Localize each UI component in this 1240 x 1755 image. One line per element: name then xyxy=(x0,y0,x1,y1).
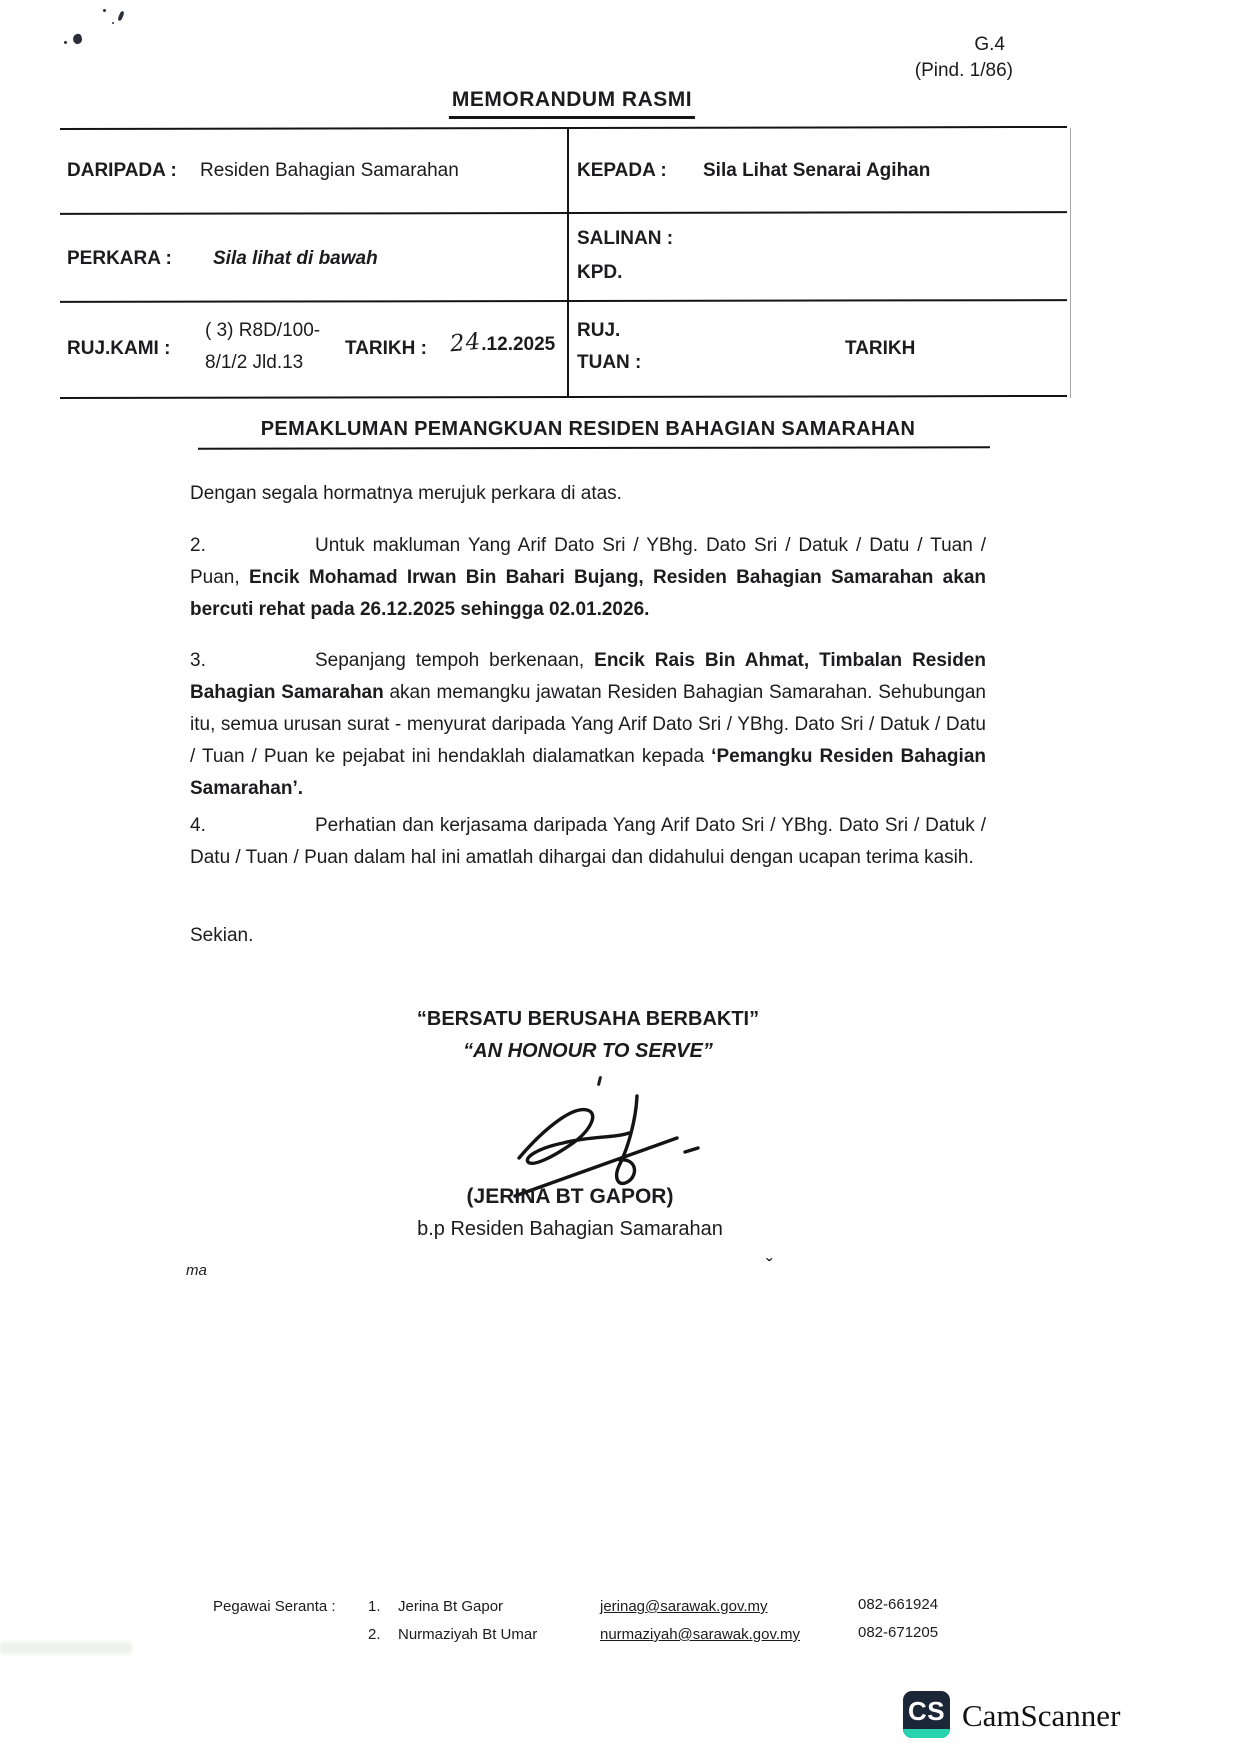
table-column-divider xyxy=(567,127,569,397)
paragraph-2-text: Untuk makluman Yang Arif Dato Sri / YBhg. Dato Sri / Datuk / Datu / Tuan / Puan, xyxy=(190,535,986,588)
document-title: MEMORANDUM RASMI xyxy=(449,88,695,119)
ink-speck xyxy=(117,11,124,22)
motto-line-2: “AN HONOUR TO SERVE” xyxy=(463,1040,713,1062)
signature-scribble xyxy=(505,1088,705,1200)
paragraph-3-number: 3. xyxy=(190,650,206,671)
salinan-kpd-label: KPD. xyxy=(577,262,623,283)
ink-speck xyxy=(64,41,67,44)
ruj-tuan-line1: RUJ. xyxy=(577,320,621,341)
contact-2-name: Nurmaziyah Bt Umar xyxy=(398,1626,538,1643)
tarikh-right-label: TARIKH xyxy=(845,338,916,359)
camscanner-badge-accent xyxy=(903,1729,950,1738)
daripada-value: Residen Bahagian Samarahan xyxy=(200,160,459,181)
contact-2-number: 2. xyxy=(368,1626,381,1643)
paragraph-2 xyxy=(190,530,986,626)
table-border-bottom xyxy=(60,395,1067,399)
subject-title-underline xyxy=(198,446,990,449)
contact-1-name: Jerina Bt Gapor xyxy=(398,1598,504,1615)
table-row-divider-2 xyxy=(60,299,1067,303)
table-row-divider-1 xyxy=(60,211,1067,215)
tarikh-handwritten-day: 24 xyxy=(448,328,483,358)
perkara-label: PERKARA : xyxy=(67,248,172,269)
paragraph-4-number: 4. xyxy=(190,815,206,836)
tarikh-rest: .12.2025 xyxy=(481,334,556,355)
daripada-label: DARIPADA : xyxy=(67,160,177,181)
pen-tick-mark xyxy=(597,1076,602,1086)
typist-initials: ma xyxy=(186,1262,207,1279)
contact-2-email: nurmaziyah@sarawak.gov.my xyxy=(600,1626,801,1643)
ink-speck xyxy=(72,33,83,45)
ink-speck xyxy=(103,9,106,12)
scan-edge-shadow xyxy=(1070,128,1071,398)
paragraph-3-text-2: akan memangku jawatan Residen Bahagian Samarahan. Sehubungan itu, semua urusan surat - menyurat daripada Yang Arif Dato Sri / YBhg. Dato Sri / Datuk / Datu / Tuan / Puan ke pejabat ini hendaklah dialamatkan kepada xyxy=(190,682,986,767)
paragraph-2-number: 2. xyxy=(190,535,206,556)
contact-2-phone: 082-671205 xyxy=(858,1624,939,1641)
form-code-line2: (Pind. 1/86) xyxy=(914,60,1013,81)
ruj-kami-value-line1: ( 3) R8D/100- xyxy=(205,320,321,341)
camscanner-wordmark: CamScanner xyxy=(962,1698,1121,1733)
camscanner-logo-icon xyxy=(903,1691,950,1738)
table-border-top xyxy=(60,126,1067,130)
ruj-tuan-line2: TUAN : xyxy=(577,352,642,373)
footer-label: Pegawai Seranta : xyxy=(213,1598,336,1615)
closing-word: Sekian. xyxy=(190,925,254,946)
camscanner-badge-text: CS xyxy=(907,1696,946,1726)
ruj-kami-label: RUJ.KAMI : xyxy=(67,338,171,359)
salinan-label: SALINAN : xyxy=(577,228,674,249)
tarikh-label: TARIKH : xyxy=(345,338,427,359)
form-code-line1: G.4 xyxy=(974,34,1005,55)
form-code xyxy=(813,32,1013,84)
ink-speck xyxy=(112,22,114,24)
paragraph-3-bold-title: ‘Pemangku Residen Bahagian Samarahan’. xyxy=(190,746,986,799)
contact-1-email: jerinag@sarawak.gov.my xyxy=(600,1598,768,1615)
paragraph-4 xyxy=(190,810,986,874)
ruj-kami-value-line2: 8/1/2 Jld.13 xyxy=(205,352,304,373)
paragraph-3 xyxy=(190,645,986,805)
contact-1-phone: 082-661924 xyxy=(858,1596,939,1613)
stray-pen-mark: ˇ xyxy=(766,1256,773,1278)
paragraph-3-bold-name: Encik Rais Bin Ahmat, Timbalan Residen Bahagian Samarahan xyxy=(190,650,986,703)
subject-title: PEMAKLUMAN PEMANGKUAN RESIDEN BAHAGIAN SAMARAHAN xyxy=(260,418,916,440)
scan-smudge xyxy=(0,1642,132,1654)
paragraph-1: Dengan segala hormatnya merujuk perkara di atas. xyxy=(190,483,622,504)
kepada-label: KEPADA : xyxy=(577,160,667,181)
contact-1-number: 1. xyxy=(368,1598,381,1615)
paragraph-2-bold-text: Encik Mohamad Irwan Bin Bahari Bujang, Residen Bahagian Samarahan akan bercuti rehat pada 26.12.2025 sehingga 02.01.2026. xyxy=(190,567,986,620)
motto-line-1: “BERSATU BERUSAHA BERBAKTI” xyxy=(416,1008,760,1030)
kepada-value: Sila Lihat Senarai Agihan xyxy=(703,160,931,181)
signatory-on-behalf: b.p Residen Bahagian Samarahan xyxy=(417,1218,723,1240)
paragraph-3-text: Sepanjang tempoh berkenaan, xyxy=(315,650,595,671)
perkara-value: Sila lihat di bawah xyxy=(213,248,378,269)
paragraph-4-text: Perhatian dan kerjasama daripada Yang Arif Dato Sri / YBhg. Dato Sri / Datuk / Datu / Tuan / Puan dalam hal ini amatlah dihargai dan didahului dengan ucapan terima kasih. xyxy=(190,815,986,868)
signatory-name: (JERINA BT GAPOR) xyxy=(466,1185,674,1208)
